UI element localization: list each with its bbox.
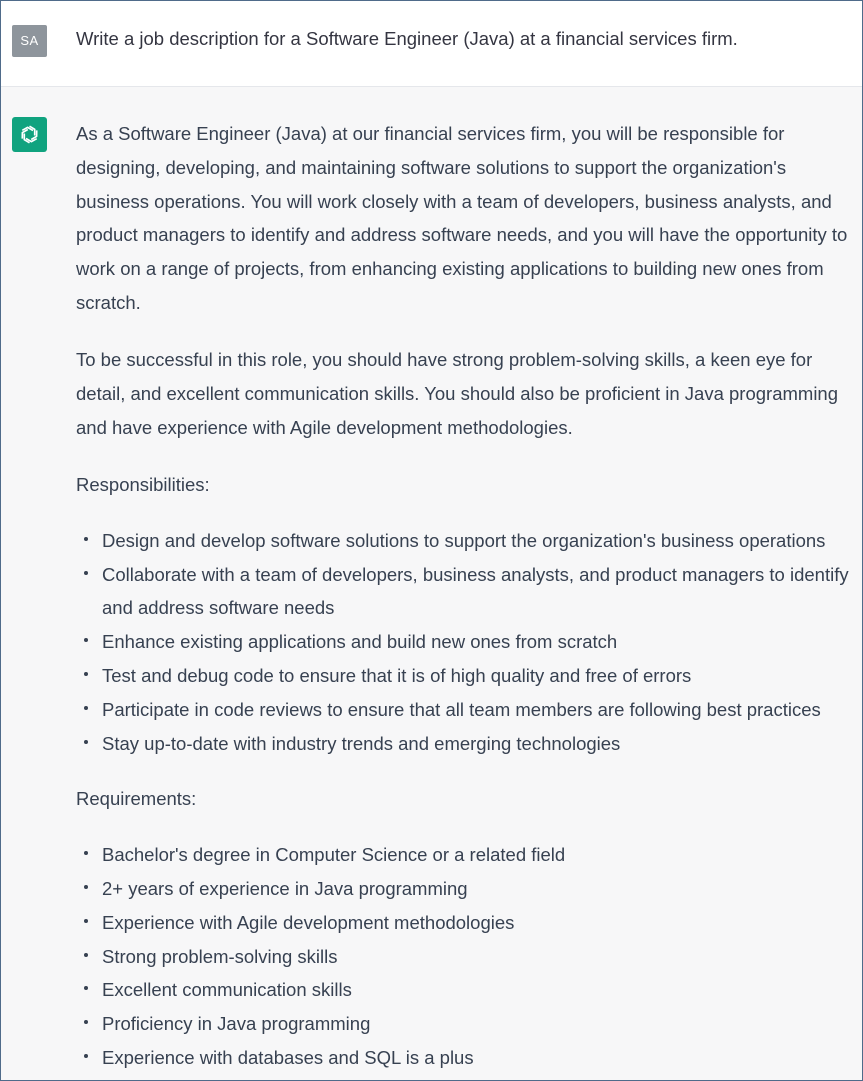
bullet-icon xyxy=(84,537,88,541)
list-item-text: Experience with Agile development methodologies xyxy=(102,911,515,933)
list-item xyxy=(76,625,862,659)
bullet-icon xyxy=(84,885,88,889)
openai-logo-icon xyxy=(12,117,47,152)
list-item-text: Design and develop software solutions to support the organization's business operations xyxy=(102,529,826,551)
bullet-icon xyxy=(84,1054,88,1058)
responsibilities-list xyxy=(76,524,862,761)
bullet-icon xyxy=(84,571,88,575)
list-item-text: Test and debug code to ensure that it is of high quality and free of errors xyxy=(102,664,692,686)
list-item xyxy=(76,1007,862,1041)
bullet-icon xyxy=(84,672,88,676)
bullet-icon xyxy=(84,1020,88,1024)
skills-paragraph: To be successful in this role, you should have strong problem-solving skills, a keen eye for detail, and excellent communication skills. You should also be proficient in Java programming and have experience with Agile development methodologies. xyxy=(76,349,839,438)
bullet-icon xyxy=(84,851,88,855)
requirements-heading: Requirements: xyxy=(76,788,197,810)
list-item-text: Proficiency in Java programming xyxy=(102,1013,371,1035)
assistant-message-body xyxy=(76,117,862,1075)
bullet-icon xyxy=(84,919,88,923)
bullet-icon xyxy=(84,986,88,990)
bullet-icon xyxy=(84,740,88,744)
list-item xyxy=(76,940,862,974)
list-item-text: 2+ years of experience in Java programming xyxy=(102,877,468,899)
list-item xyxy=(76,973,862,1007)
user-avatar: SA xyxy=(12,25,47,57)
list-item xyxy=(76,727,862,761)
list-item xyxy=(76,1041,862,1075)
list-item-text: Strong problem-solving skills xyxy=(102,945,338,967)
list-item xyxy=(76,906,862,940)
list-item-text: Excellent communication skills xyxy=(102,979,352,1001)
list-item xyxy=(76,659,862,693)
list-item-text: Collaborate with a team of developers, business analysts, and product managers to identify and address software needs xyxy=(102,563,849,619)
list-item xyxy=(76,558,862,626)
bullet-icon xyxy=(84,953,88,957)
responsibilities-heading: Responsibilities: xyxy=(76,474,210,495)
bullet-icon xyxy=(84,638,88,642)
user-message-row xyxy=(1,1,862,87)
list-item xyxy=(76,838,862,872)
user-prompt-text: Write a job description for a Software Engineer (Java) at a financial services firm. xyxy=(76,28,738,49)
list-item xyxy=(76,872,862,906)
intro-paragraph: As a Software Engineer (Java) at our financial services firm, you will be responsible for designing, developing, and maintaining software solutions to support the organization's business operations. You will work closely with a team of developers, business analysts, and product managers to identify and address software needs, and you will have the opportunity to work on a range of projects, from enhancing existing applications to building new ones from scratch. xyxy=(76,123,848,313)
list-item-text: Enhance existing applications and build new ones from scratch xyxy=(102,631,618,653)
list-item-text: Participate in code reviews to ensure that all team members are following best practices xyxy=(102,698,821,720)
list-item-text: Bachelor's degree in Computer Science or a related field xyxy=(102,844,566,866)
bullet-icon xyxy=(84,706,88,710)
list-item-text: Stay up-to-date with industry trends and emerging technologies xyxy=(102,732,621,754)
list-item-text: Experience with databases and SQL is a plus xyxy=(102,1046,474,1068)
requirements-list xyxy=(76,838,862,1075)
list-item xyxy=(76,693,862,727)
list-item xyxy=(76,524,862,558)
